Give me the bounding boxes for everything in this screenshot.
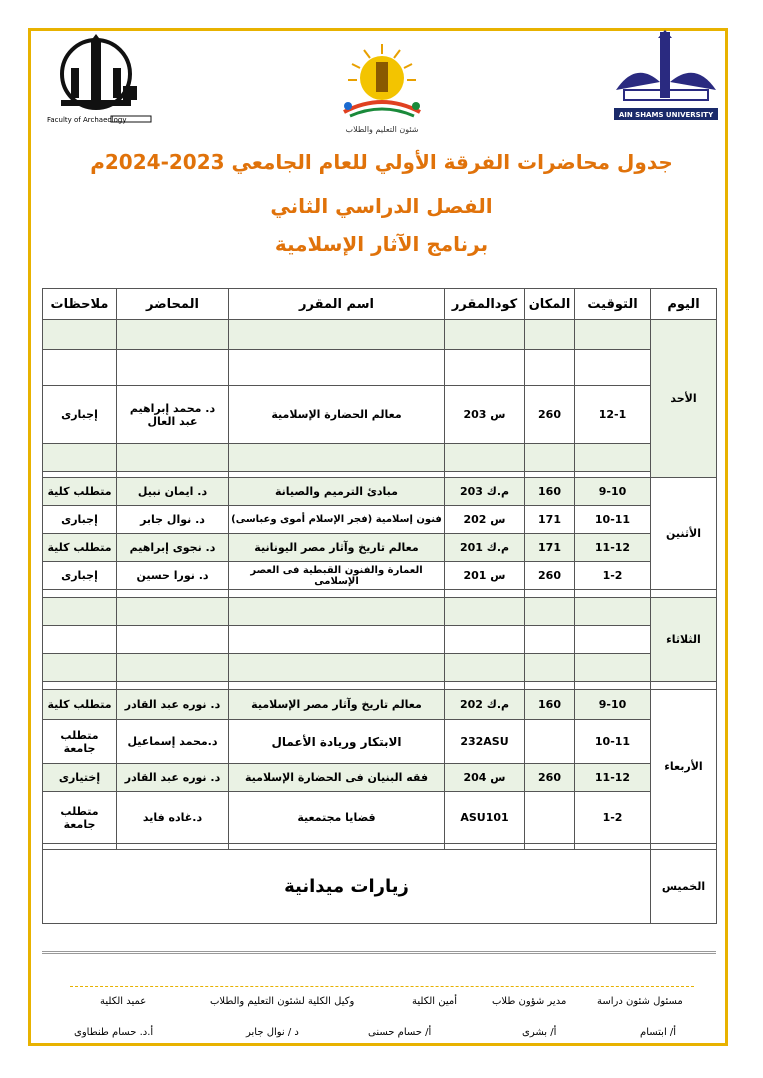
cell-place: 171: [525, 534, 575, 562]
cell-lecturer: د. نوال جابر: [117, 506, 229, 534]
cell-place: 171: [525, 506, 575, 534]
title-line-3: برنامج الآثار الإسلامية: [274, 232, 489, 256]
header-time: التوقيت: [575, 289, 651, 320]
signature-name-2: أ/ بشرى: [522, 1027, 557, 1038]
cell-lecturer: د. نجوى إبراهيم: [117, 534, 229, 562]
table-row: [43, 478, 717, 506]
title-line-2: الفصل الدراسي الثاني: [270, 194, 493, 218]
cell-time: 9-10: [575, 478, 651, 506]
cell-code: 232ASU: [445, 720, 525, 764]
day-sunday: الأحد: [651, 320, 717, 478]
table-row: [43, 320, 717, 350]
cell-place: [525, 792, 575, 844]
signature-name-3: أ/ حسام حسنى: [368, 1027, 432, 1038]
header-notes: ملاحظات: [43, 289, 117, 320]
signature-name-1: أ/ ابتسام: [640, 1027, 677, 1038]
dashed-separator: [70, 986, 694, 987]
cell-code: س 202: [445, 506, 525, 534]
table-row: [43, 792, 717, 844]
signature-title-5: عميد الكلية: [100, 996, 147, 1007]
table-row: [43, 598, 717, 626]
student-affairs-logo: [330, 36, 435, 138]
bottom-double-line: [42, 951, 716, 954]
cell-time: 1-2: [575, 562, 651, 590]
day-wednesday: الأربعاء: [651, 690, 717, 844]
header-place: المكان: [525, 289, 575, 320]
cell-notes: متطلب جامعة: [43, 792, 117, 844]
schedule-table: [42, 288, 717, 924]
logo-right-caption: AIN SHAMS UNIVERSITY: [618, 111, 714, 119]
faculty-of-archaeology-logo: [41, 34, 171, 130]
cell-code: س 201: [445, 562, 525, 590]
cell-code: س 203: [445, 386, 525, 444]
table-row: [43, 764, 717, 792]
cell-place: 260: [525, 764, 575, 792]
cell-course: فقه البنيان فى الحضارة الإسلامية: [229, 764, 445, 792]
cell-place: 260: [525, 386, 575, 444]
logo-left-caption: Faculty of Archaeology: [47, 116, 127, 124]
cell-course: الابتكار وريادة الأعمال: [229, 720, 445, 764]
cell-time: 9-10: [575, 690, 651, 720]
table-row: [43, 562, 717, 590]
day-tuesday: الثلاثاء: [651, 598, 717, 682]
signature-title-2: مدير شؤون طلاب: [492, 996, 567, 1007]
cell-lecturer: د.غاده فايد: [117, 792, 229, 844]
cell-place: [525, 720, 575, 764]
cell-notes: متطلب كلية: [43, 690, 117, 720]
table-row: [43, 690, 717, 720]
header-code: كودالمقرر: [445, 289, 525, 320]
table-row: [43, 386, 717, 444]
cell-time: 12-1: [575, 386, 651, 444]
day-thursday: الخميس: [651, 850, 717, 924]
cell-notes: إجبارى: [43, 506, 117, 534]
ain-shams-university-logo: [610, 30, 722, 126]
cell-lecturer: د. نوره عبد القادر: [117, 690, 229, 720]
header-day: اليوم: [651, 289, 717, 320]
table-row: [43, 350, 717, 386]
cell-code: ASU101: [445, 792, 525, 844]
table-header-row: [43, 289, 717, 320]
table-row: [43, 506, 717, 534]
cell-place: 160: [525, 690, 575, 720]
cell-notes: إختيارى: [43, 764, 117, 792]
cell-lecturer: د. نوره عبد القادر: [117, 764, 229, 792]
signature-title-1: مسئول شئون دراسة: [597, 996, 683, 1007]
cell-time: 11-12: [575, 764, 651, 792]
cell-notes: متطلب كلية: [43, 534, 117, 562]
cell-code: م.ك 203: [445, 478, 525, 506]
cell-time: 10-11: [575, 720, 651, 764]
cell-course: العمارة والفنون القبطية فى العصر الإسلامى: [229, 562, 445, 590]
table-row: [43, 654, 717, 682]
cell-time: 10-11: [575, 506, 651, 534]
cell-notes: إجبارى: [43, 562, 117, 590]
table-row: [43, 626, 717, 654]
logo-center-caption: شئون التعليم والطلاب: [345, 125, 419, 134]
title-line-1: جدول محاضرات الفرقة الأولي للعام الجامعي 2023-2024م: [90, 150, 673, 174]
cell-course: معالم تاريخ وآثار مصر اليونانية: [229, 534, 445, 562]
cell-lecturer: د. محمد إبراهيم عبد العال: [117, 386, 229, 444]
cell-notes: إجبارى: [43, 386, 117, 444]
cell-lecturer: د.محمد إسماعيل: [117, 720, 229, 764]
signature-title-4: وكيل الكلية لشئون التعليم والطلاب: [210, 996, 355, 1007]
cell-code: س 204: [445, 764, 525, 792]
field-visits-cell: زيارات ميدانية: [43, 850, 651, 924]
cell-time: 11-12: [575, 534, 651, 562]
table-row: [43, 534, 717, 562]
cell-place: 160: [525, 478, 575, 506]
cell-notes: متطلب كلية: [43, 478, 117, 506]
signature-name-5: أ.د. حسام طنطاوى: [74, 1027, 154, 1038]
cell-time: 1-2: [575, 792, 651, 844]
cell-lecturer: د. ايمان نبيل: [117, 478, 229, 506]
cell-course: معالم تاريخ وآثار مصر الإسلامية: [229, 690, 445, 720]
signature-name-4: د / نوال جابر: [246, 1027, 299, 1038]
header-course: اسم المقرر: [229, 289, 445, 320]
header-lecturer: المحاضر: [117, 289, 229, 320]
signature-title-3: أمين الكلية: [412, 996, 457, 1007]
cell-notes: متطلب جامعة: [43, 720, 117, 764]
table-row: [43, 444, 717, 472]
cell-place: 260: [525, 562, 575, 590]
cell-code: م.ك 201: [445, 534, 525, 562]
table-row: [43, 720, 717, 764]
cell-course: مبادئ الترميم والصيانة: [229, 478, 445, 506]
cell-lecturer: د. نورا حسين: [117, 562, 229, 590]
day-monday: الأثنين: [651, 478, 717, 590]
cell-code: م.ك 202: [445, 690, 525, 720]
cell-course: فنون إسلامية (فجر الإسلام أموى وعباسى): [229, 506, 445, 534]
cell-course: معالم الحضارة الإسلامية: [229, 386, 445, 444]
cell-course: قضايا مجتمعية: [229, 792, 445, 844]
table-row: [43, 850, 717, 924]
